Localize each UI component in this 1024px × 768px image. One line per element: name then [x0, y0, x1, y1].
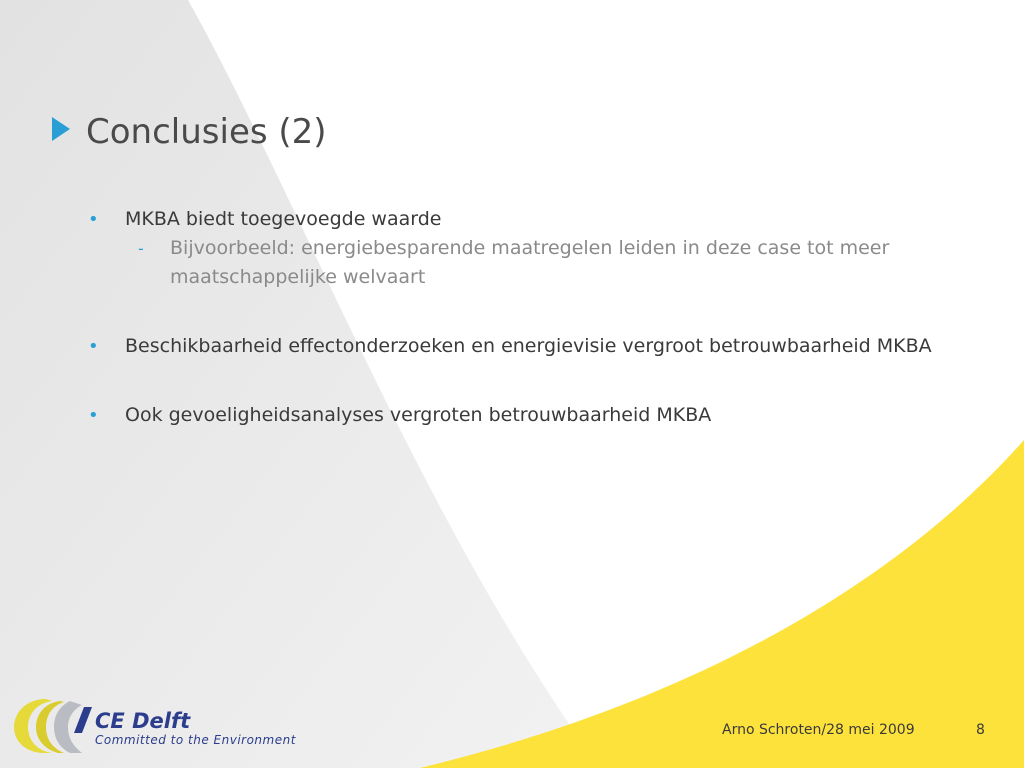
logo-brand-name: CE Delft	[95, 709, 191, 733]
footer-page-number: 8	[976, 722, 985, 738]
footer-author-date: Arno Schroten/28 mei 2009	[722, 722, 915, 738]
title-row	[52, 112, 327, 152]
logo-tagline: Committed to the Environment	[95, 733, 296, 747]
logo-text	[95, 710, 296, 747]
bullet-text: Ook gevoeligheidsanalyses vergroten betrouwbaarheid MKBA	[125, 404, 712, 426]
bullet-item	[88, 205, 968, 234]
slide-title: Conclusies (2)	[86, 112, 327, 152]
sub-bullet-item	[88, 234, 968, 292]
bullet-item	[88, 332, 968, 361]
bullet-dot-icon: •	[88, 209, 99, 230]
bullet-list	[88, 205, 968, 430]
sub-bullet-dash-icon: -	[138, 239, 144, 258]
bullet-text: MKBA biedt toegevoegde waarde	[125, 208, 442, 230]
bullet-dot-icon: •	[88, 405, 99, 426]
bullet-item	[88, 401, 968, 430]
sub-bullet-text: Bijvoorbeeld: energiebesparende maatregelen leiden in deze case tot meer maatschappelijke welvaart	[170, 237, 890, 288]
title-arrow-icon	[52, 117, 70, 141]
bullet-dot-icon: •	[88, 336, 99, 357]
bullet-text: Beschikbaarheid effectonderzoeken en energievisie vergroot betrouwbaarheid MKBA	[125, 335, 932, 357]
